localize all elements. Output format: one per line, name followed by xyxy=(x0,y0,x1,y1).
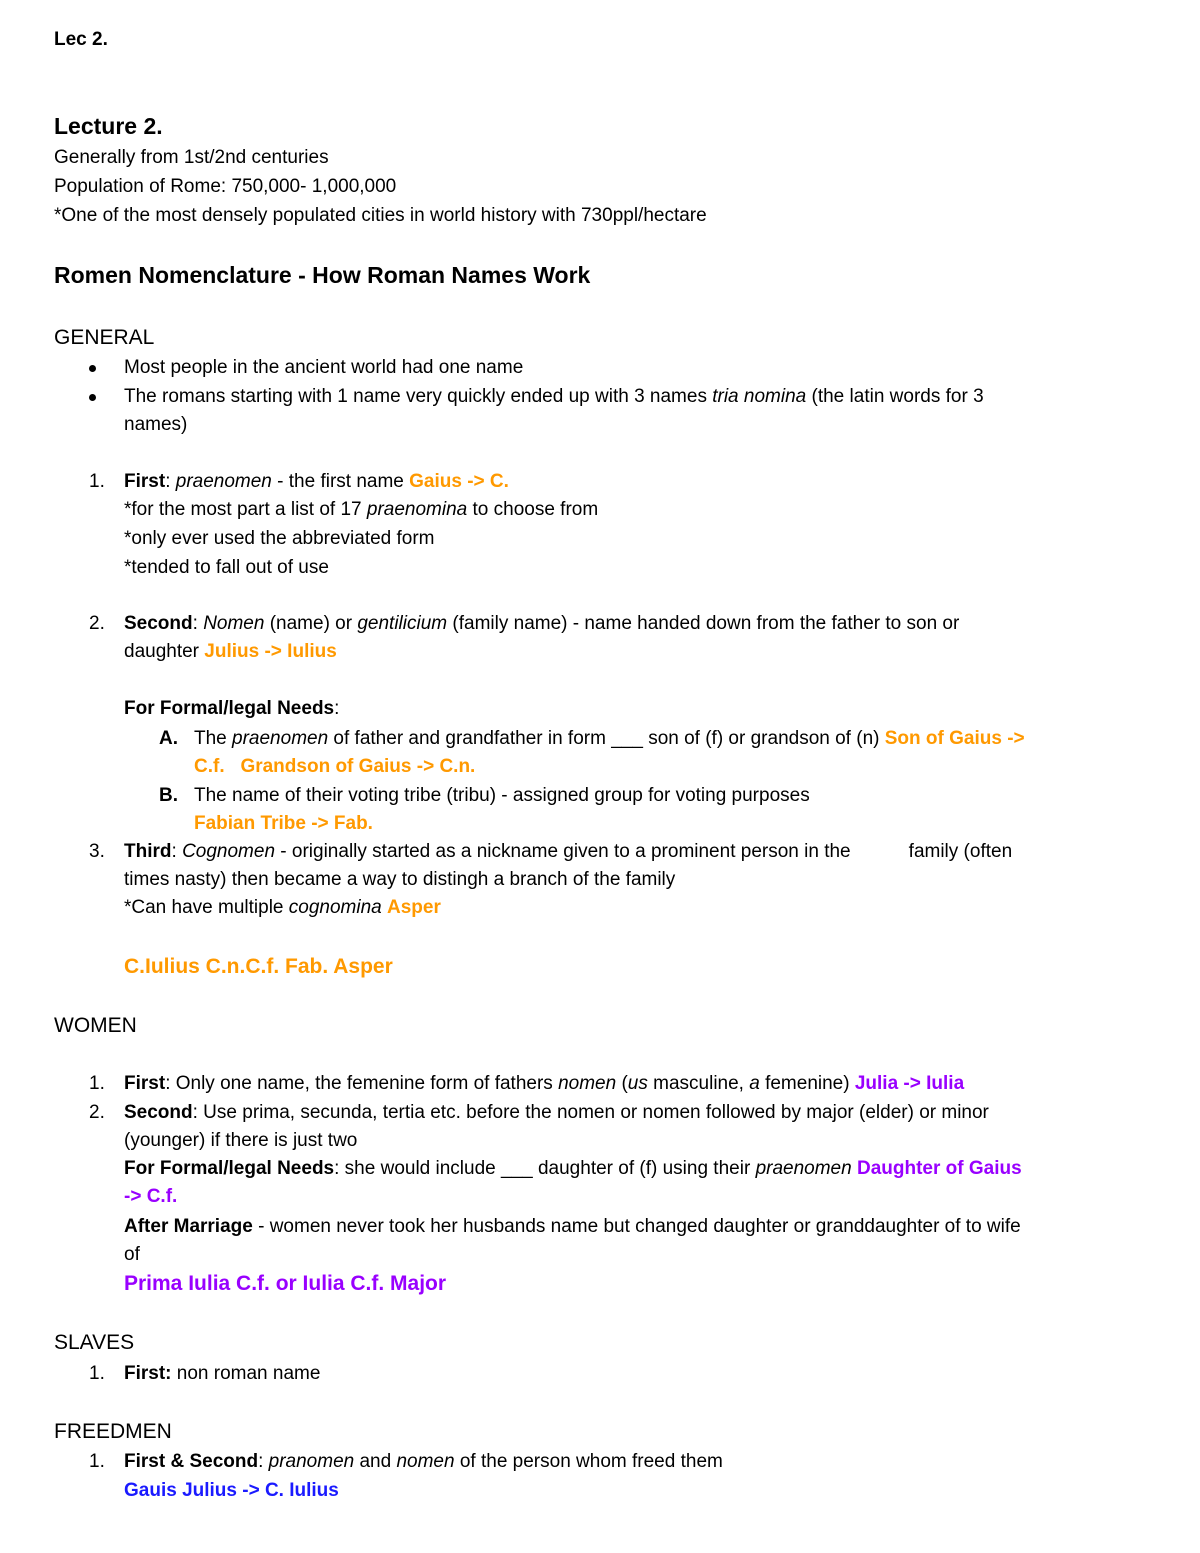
list-item-first-second: First & Second: pranomen and nomen of the person whom freed them xyxy=(124,1451,723,1472)
list-number: 2. xyxy=(89,613,105,634)
formal-needs-line: For Formal/legal Needs: she would include ___ daughter of (f) using their praenomen Daughter of Gaius xyxy=(124,1158,1022,1179)
list-number: 2. xyxy=(89,1102,105,1123)
formal-needs-example: -> C.f. xyxy=(124,1186,178,1207)
sub-item-a: The praenomen of father and grandfather in form ___ son of (f) or grandson of (n) Son of Gaius -> xyxy=(194,728,1025,749)
list-item-cont: daughter Julius -> Iulius xyxy=(124,641,337,662)
sub-letter: A. xyxy=(159,728,178,749)
list-number: 1. xyxy=(89,471,105,492)
list-number: 3. xyxy=(89,841,105,862)
bullet-text: The romans starting with 1 name very quickly ended up with 3 names tria nomina (the latin words for 3 xyxy=(124,386,984,407)
list-note: *for the most part a list of 17 praenomina to choose from xyxy=(124,499,599,520)
sub-item-a-example: C.f. Grandson of Gaius -> C.n. xyxy=(194,756,476,777)
list-item-first: First: non roman name xyxy=(124,1363,321,1384)
sub-item-b: The name of their voting tribe (tribu) - assigned group for voting purposes xyxy=(194,785,810,806)
list-item-cont: (younger) if there is just two xyxy=(124,1130,358,1151)
list-item-first: First: Only one name, the femenine form of fathers nomen (us masculine, a femenine) Julia -> Iulia xyxy=(124,1073,965,1094)
lecture-line: Population of Rome: 750,000- 1,000,000 xyxy=(54,176,397,197)
bullet-icon xyxy=(89,365,96,372)
after-marriage-cont: of xyxy=(124,1244,140,1265)
sub-item-b-example: Fabian Tribe -> Fab. xyxy=(194,813,373,834)
lecture-line: Generally from 1st/2nd centuries xyxy=(54,147,329,168)
list-item-second: Second: Use prima, secunda, tertia etc. before the nomen or nomen followed by major (elder) or minor xyxy=(124,1102,989,1123)
freedmen-name-example: Gauis Julius -> C. Iulius xyxy=(124,1480,339,1501)
section-title: Romen Nomenclature - How Roman Names Work xyxy=(54,262,591,288)
lecture-line: *One of the most densely populated cities in world history with 730ppl/hectare xyxy=(54,205,707,226)
section-heading-women: WOMEN xyxy=(54,1014,137,1037)
section-heading-general: GENERAL xyxy=(54,326,155,349)
bullet-text: Most people in the ancient world had one name xyxy=(124,357,524,378)
sub-letter: B. xyxy=(159,785,178,806)
list-number: 1. xyxy=(89,1451,105,1472)
list-note: *tended to fall out of use xyxy=(124,557,329,578)
section-heading-slaves: SLAVES xyxy=(54,1331,135,1354)
formal-needs-label: For Formal/legal Needs: xyxy=(124,698,340,719)
list-number: 1. xyxy=(89,1073,105,1094)
list-note: *Can have multiple cognomina Asper xyxy=(124,897,441,918)
lecture-title: Lecture 2. xyxy=(54,113,163,139)
list-note: *only ever used the abbreviated form xyxy=(124,528,435,549)
list-number: 1. xyxy=(89,1363,105,1384)
women-name-example: Prima Iulia C.f. or Iulia C.f. Major xyxy=(124,1272,447,1295)
list-item-first: First: praenomen - the first name Gaius -> C. xyxy=(124,471,509,492)
after-marriage-line: After Marriage - women never took her husbands name but changed daughter or granddaughter of to wife xyxy=(124,1216,1021,1237)
bullet-text-cont: names) xyxy=(124,414,188,435)
bullet-icon xyxy=(89,394,96,401)
page-header: Lec 2. xyxy=(54,29,108,50)
list-item-third: Third: Cognomen - originally started as a nickname given to a prominent person in the family (often xyxy=(124,841,1013,862)
section-heading-freedmen: FREEDMEN xyxy=(54,1420,172,1443)
full-name-example: C.Iulius C.n.C.f. Fab. Asper xyxy=(124,955,393,978)
list-item-second: Second: Nomen (name) or gentilicium (family name) - name handed down from the father to son or xyxy=(124,613,960,634)
list-item-cont: times nasty) then became a way to distingh a branch of the family xyxy=(124,869,676,890)
